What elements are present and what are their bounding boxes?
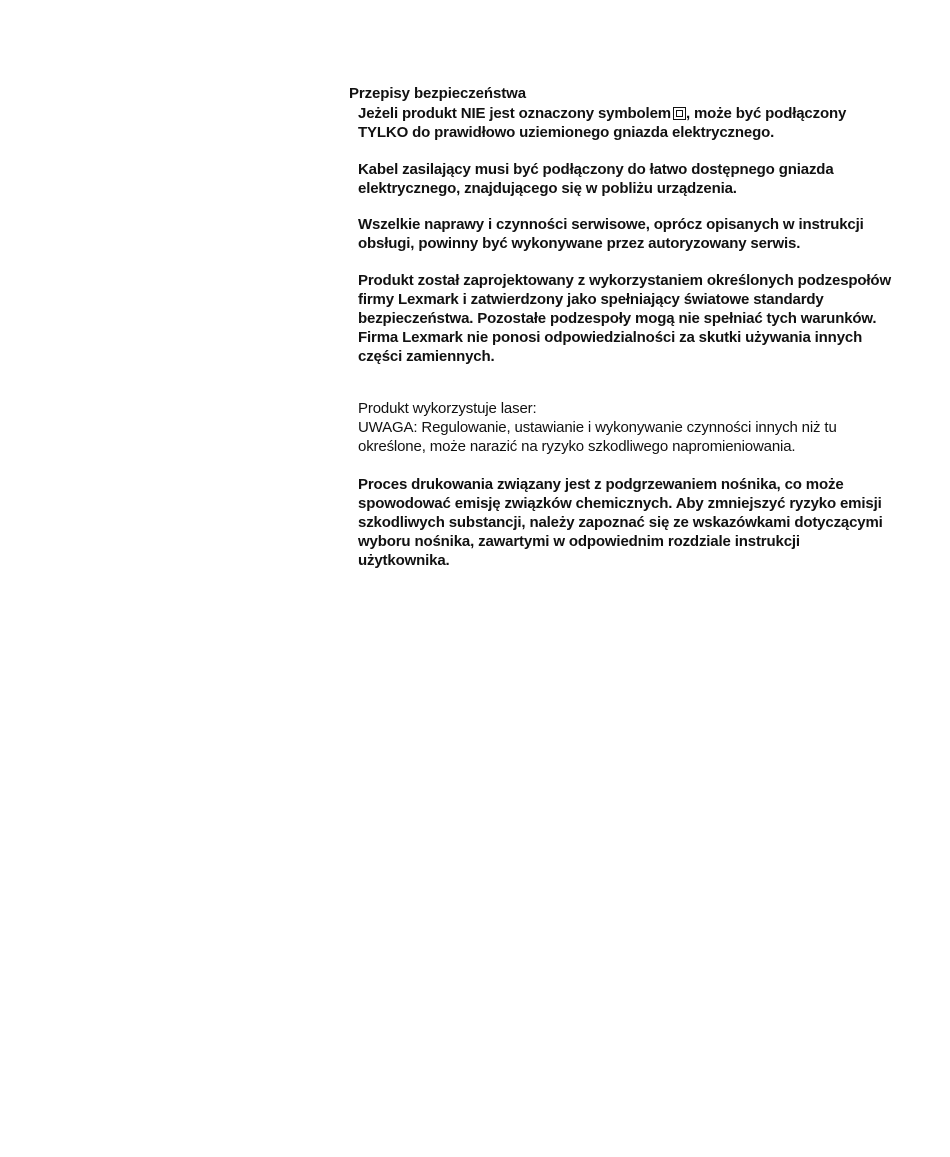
text-line: użytkownika.: [358, 552, 450, 569]
text-line: szkodliwych substancji, należy zapoznać się ze wskazówkami dotyczącymi: [358, 514, 883, 531]
text-line: określone, może narazić na ryzyko szkodliwego napromieniowania.: [358, 438, 796, 455]
text-line: Jeżeli produkt NIE jest oznaczony symbolem , może być podłączony: [358, 105, 847, 122]
paragraph-emissions: [358, 475, 928, 570]
paragraph-service: [358, 215, 928, 253]
text-line: spowodować emisję związków chemicznych. Aby zmniejszyć ryzyko emisji: [358, 495, 882, 512]
text-line: Produkt został zaprojektowany z wykorzystaniem określonych podzespołów: [358, 272, 891, 289]
text-line: Wszelkie naprawy i czynności serwisowe, oprócz opisanych w instrukcji: [358, 216, 864, 233]
text-line: bezpieczeństwa. Pozostałe podzespoły mogą nie spełniać tych warunków.: [358, 310, 877, 327]
text-line: Produkt wykorzystuje laser:: [358, 400, 537, 417]
text-line: firmy Lexmark i zatwierdzony jako spełniający światowe standardy: [358, 291, 824, 308]
paragraph-power-cord: [358, 160, 928, 198]
text-line: TYLKO do prawidłowo uziemionego gniazda elektrycznego.: [358, 124, 775, 141]
text-line: Firma Lexmark nie ponosi odpowiedzialności za skutki używania innych: [358, 329, 863, 346]
text-line: UWAGA: Regulowanie, ustawianie i wykonywanie czynności innych niż tu: [358, 419, 837, 436]
text-line: elektrycznego, znajdującego się w pobliżu urządzenia.: [358, 180, 737, 197]
text-line: wyboru nośnika, zawartymi w odpowiednim rozdziale instrukcji: [358, 533, 800, 550]
text-line: Kabel zasilający musi być podłączony do łatwo dostępnego gniazda: [358, 161, 834, 178]
text-line: części zamiennych.: [358, 348, 495, 365]
text-line: Proces drukowania związany jest z podgrzewaniem nośnika, co może: [358, 476, 844, 493]
paragraph-grounding: [358, 104, 928, 142]
paragraph-laser: [358, 399, 928, 456]
class-ii-double-square-icon: [673, 107, 686, 120]
section-heading: Przepisy bezpieczeństwa: [349, 85, 526, 102]
paragraph-components: [358, 271, 928, 366]
text-line: obsługi, powinny być wykonywane przez autoryzowany serwis.: [358, 235, 801, 252]
